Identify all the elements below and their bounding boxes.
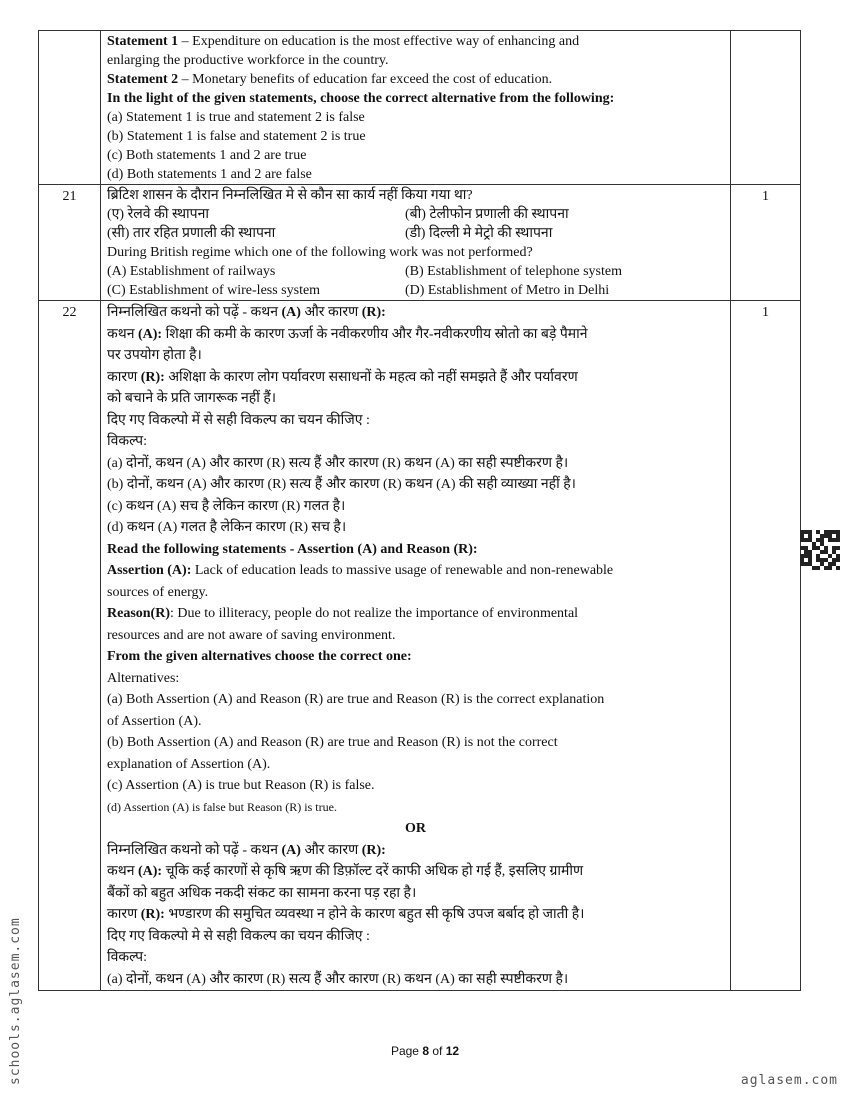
question-line — [107, 840, 724, 862]
text: – Expenditure on education is the most effective way of enhancing and — [178, 34, 580, 49]
text: शिक्षा की कमी के कारण ऊर्जा के नवीकरणीय और गैर-नवीकरणीय स्रोतो का बड़े पैमाने — [162, 326, 588, 342]
question-number — [39, 31, 101, 185]
question-line — [107, 539, 724, 561]
question-line — [107, 818, 724, 840]
option-text: (D) Establishment of Metro in Delhi — [405, 283, 610, 298]
question-line — [107, 926, 724, 948]
bold-text: From the given alternatives choose the correct one: — [107, 649, 412, 664]
watermark-right: aglasem.com — [740, 1073, 838, 1088]
question-line — [107, 625, 724, 647]
question-line — [107, 281, 724, 300]
question-marks: 1 — [731, 301, 801, 991]
page-of: of — [429, 1044, 446, 1058]
question-line — [107, 560, 724, 582]
question-line — [107, 474, 724, 496]
text: (c) Both statements 1 and 2 are true — [107, 148, 307, 163]
question-line — [107, 410, 724, 432]
text: को बचाने के प्रति जागरूक नहीं हैं। — [107, 391, 277, 406]
text: explanation of Assertion (A). — [107, 756, 271, 772]
question-line — [107, 732, 724, 754]
text: कथन — [107, 864, 138, 879]
question-line — [107, 345, 724, 367]
text: OR — [405, 821, 426, 836]
question-body — [101, 185, 731, 301]
question-body — [101, 301, 731, 991]
question-line — [107, 262, 724, 281]
text: (b) Both Assertion (A) and Reason (R) are true and Reason (R) is not the correct — [107, 735, 558, 750]
text: (d) कथन (A) गलत है लेकिन कारण (R) सच है। — [107, 520, 347, 535]
option-text: (C) Establishment of wire-less system — [107, 283, 321, 298]
bold-text: Assertion (A): — [107, 563, 192, 578]
question-row — [39, 185, 801, 301]
text: कारण — [107, 907, 141, 922]
question-line — [107, 754, 724, 776]
question-line — [107, 947, 724, 969]
question-marks: 1 — [731, 185, 801, 301]
question-line — [107, 224, 724, 243]
question-line — [107, 646, 724, 668]
text: (b) Statement 1 is false and statement 2 is true — [107, 129, 366, 144]
question-row — [39, 31, 801, 185]
question-line — [107, 89, 724, 108]
text: पर उपयोग होता है। — [107, 348, 202, 363]
bold-text: (R): — [361, 305, 386, 320]
question-line — [107, 711, 724, 733]
text: (d) Assertion (A) is false but Reason (R) is true. — [107, 799, 337, 814]
question-line — [107, 388, 724, 410]
bold-text: (A): — [137, 864, 163, 879]
text: (d) Both statements 1 and 2 are false — [107, 167, 312, 182]
question-line — [107, 127, 724, 146]
watermark-left: schools.aglasem.com — [8, 917, 23, 1085]
text: ब्रिटिश शासन के दौरान निम्नलिखित मे से कौन सा कार्य नहीं किया गया था? — [107, 188, 473, 203]
question-line — [107, 108, 724, 127]
text: अशिक्षा के कारण लोग पर्यावरण ससाधनों के महत्व को नहीं समझते हैं और पर्यावरण — [164, 369, 578, 385]
page-label: Page — [390, 1044, 423, 1058]
text: sources of energy. — [107, 584, 209, 600]
text: Alternatives: — [107, 670, 180, 686]
question-line — [107, 324, 724, 346]
bold-text: (A): — [137, 326, 163, 342]
text: चूकि कई कारणों से कृषि ऋण की डिफ़ॉल्ट दरें काफी अधिक हो गई हैं, इसलिए ग्रामीण — [162, 864, 584, 879]
question-line — [107, 668, 724, 690]
question-line — [107, 243, 724, 262]
text: दिए गए विकल्पो मे से सही विकल्प का चयन कीजिए : — [107, 928, 370, 944]
question-line — [107, 689, 724, 711]
page-footer — [0, 1044, 850, 1058]
question-line — [107, 165, 724, 184]
text: Lack of education leads to massive usage of renewable and non-renewable — [191, 563, 614, 578]
text: (c) Assertion (A) is true but Reason (R) is false. — [107, 778, 375, 793]
text: (a) दोनों, कथन (A) और कारण (R) सत्य हैं और कारण (R) कथन (A) का सही स्पष्टीकरण है। — [107, 455, 569, 471]
text: : Due to illiteracy, people do not realize the importance of environmental — [170, 606, 579, 621]
question-line — [107, 146, 724, 165]
question-line — [107, 582, 724, 604]
question-line — [107, 904, 724, 926]
question-line — [107, 496, 724, 518]
text: भण्डारण की समुचित व्यवस्था न होने के कारण बहुत सी कृषि उपज बर्बाद हो जाती है। — [164, 907, 585, 922]
text: of Assertion (A). — [107, 713, 202, 729]
question-line — [107, 603, 724, 625]
bold-text: (A) — [281, 305, 301, 320]
text: बैंकों को बहुत अधिक नकदी संकट का सामना करना पड़ रहा है। — [107, 885, 417, 901]
bold-text: In the light of the given statements, choose the correct alternative from the following: — [107, 91, 615, 106]
question-line — [107, 517, 724, 539]
bold-text: Reason(R) — [107, 606, 170, 621]
option-text: (डी) दिल्ली मे मेट्रो की स्थापना — [405, 226, 553, 241]
bold-text: (R): — [361, 842, 386, 858]
question-row — [39, 301, 801, 991]
text: (a) Statement 1 is true and statement 2 is false — [107, 110, 365, 125]
question-line — [107, 51, 724, 70]
text: निम्नलिखित कथनो को पढ़ें - कथन — [107, 305, 282, 320]
option-text: (A) Establishment of railways — [107, 264, 276, 279]
page-current: 8 — [422, 1044, 429, 1058]
question-line — [107, 367, 724, 389]
text: और कारण — [300, 842, 362, 858]
option-text: (बी) टेलीफोन प्रणाली की स्थापना — [405, 207, 569, 222]
text: दिए गए विकल्पो में से सही विकल्प का चयन कीजिए : — [107, 412, 370, 428]
qr-code-icon — [800, 530, 840, 570]
option-text: (B) Establishment of telephone system — [405, 264, 622, 279]
text: और कारण — [300, 305, 362, 320]
question-table — [38, 30, 801, 991]
bold-text: Statement 1 — [107, 34, 179, 49]
question-number: 21 — [39, 185, 101, 301]
bold-text: Read the following statements - Assertion (A) and Reason (R): — [107, 541, 478, 557]
question-line — [107, 431, 724, 453]
question-body — [101, 31, 731, 185]
text: विकल्प: — [107, 950, 148, 965]
question-number: 22 — [39, 301, 101, 991]
question-line — [107, 205, 724, 224]
option-text: (ए) रेलवे की स्थापना — [107, 207, 210, 222]
question-line — [107, 775, 724, 797]
bold-text: Statement 2 — [107, 72, 179, 87]
question-line — [107, 453, 724, 475]
page-total: 12 — [445, 1044, 460, 1058]
question-line — [107, 70, 724, 89]
question-marks — [731, 31, 801, 185]
question-line — [107, 861, 724, 883]
text: – Monetary benefits of education far exceed the cost of education. — [178, 72, 553, 87]
bold-text: (A) — [281, 842, 301, 858]
text: During British regime which one of the following work was not performed? — [107, 245, 533, 260]
text: (b) दोनों, कथन (A) और कारण (R) सत्य हैं और कारण (R) कथन (A) की सही व्याख्या नहीं है। — [107, 477, 576, 492]
text: (a) Both Assertion (A) and Reason (R) are true and Reason (R) is the correct explanation — [107, 692, 605, 707]
question-line — [107, 797, 724, 819]
question-line — [107, 302, 724, 324]
text: resources and are not aware of saving environment. — [107, 627, 396, 643]
text: कारण — [107, 369, 141, 385]
text: (c) कथन (A) सच है लेकिन कारण (R) गलत है। — [107, 498, 346, 514]
text: (a) दोनों, कथन (A) और कारण (R) सत्य हैं और कारण (R) कथन (A) का सही स्पष्टीकरण है। — [107, 971, 569, 987]
question-line — [107, 186, 724, 205]
question-line — [107, 969, 724, 991]
bold-text: (R): — [140, 907, 165, 922]
bold-text: (R): — [140, 369, 165, 385]
question-line — [107, 883, 724, 905]
question-line — [107, 32, 724, 51]
text: निम्नलिखित कथनो को पढ़ें - कथन — [107, 842, 282, 858]
text: कथन — [107, 326, 138, 342]
text: विकल्प: — [107, 434, 148, 449]
text: enlarging the productive workforce in the country. — [107, 53, 389, 68]
option-text: (सी) तार रहित प्रणाली की स्थापना — [107, 226, 276, 241]
